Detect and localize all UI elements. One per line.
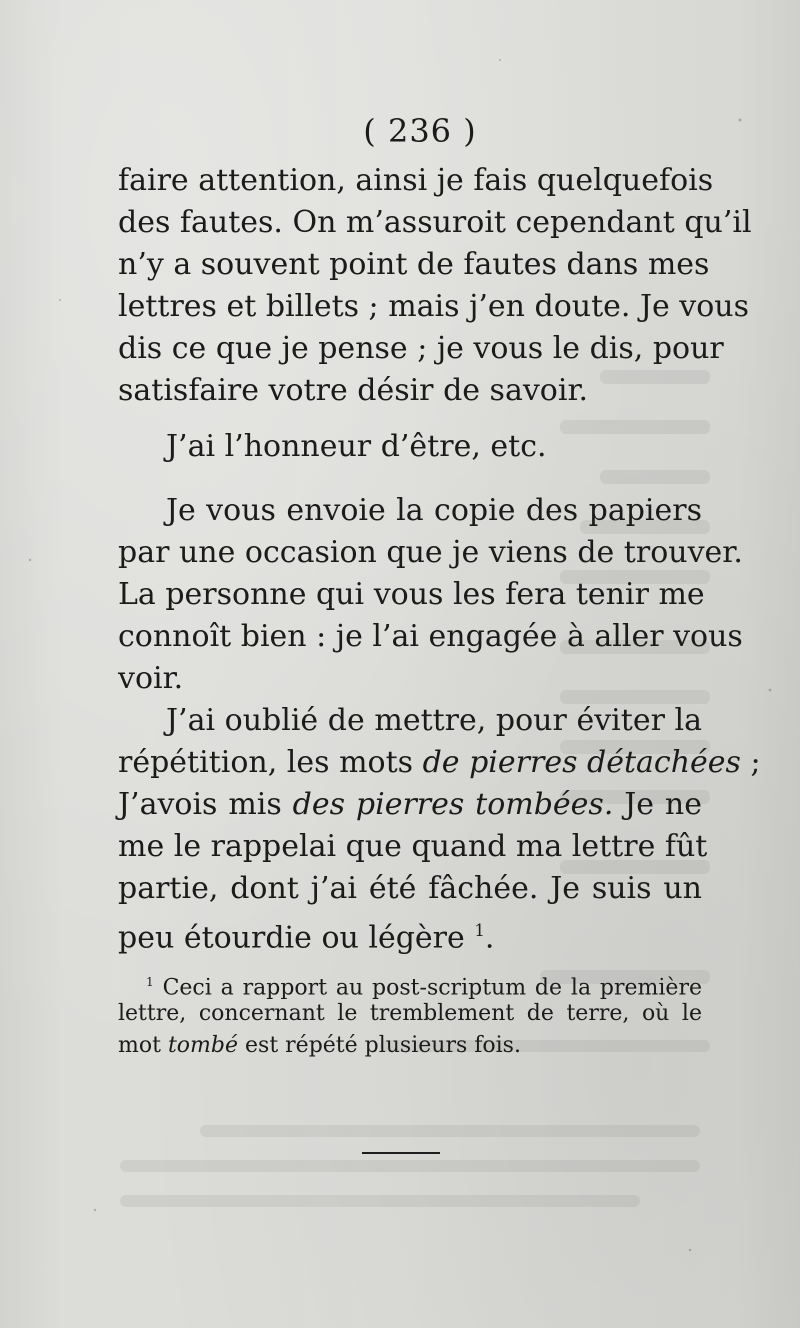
footnote-mark: 1 bbox=[146, 975, 154, 989]
text-span: Ceci a rapport au post-scriptum de la première bbox=[162, 975, 702, 1001]
text-line: J’ai oublié de mettre, pour éviter la bbox=[166, 703, 702, 738]
text-span: est répété plusieurs fois. bbox=[238, 1033, 521, 1058]
footnote-line: lettre, concernant le tremblement de terre, où le bbox=[118, 1001, 702, 1026]
text-line: voir. bbox=[118, 661, 184, 696]
paragraph-1 bbox=[118, 160, 752, 412]
text-line: connoît bien : je l’ai engagée à aller vous bbox=[118, 619, 743, 654]
italic-word: tombé bbox=[167, 1033, 239, 1058]
text-line: me le rappelai que quand ma lettre fût bbox=[118, 829, 708, 864]
footnote-line bbox=[118, 1030, 702, 1062]
text-line: dis ce que je pense ; je vous le dis, pour bbox=[118, 331, 724, 366]
text-line: n’y a souvent point de fautes dans mes bbox=[118, 247, 710, 282]
paragraph-3 bbox=[118, 490, 743, 700]
section-rule bbox=[362, 1152, 440, 1154]
footnote bbox=[118, 966, 702, 1062]
text-line: lettres et billets ; mais j’en doute. Je vous bbox=[118, 289, 750, 324]
closing-formula: J’ai l’honneur d’être, etc. bbox=[166, 429, 547, 464]
footnote-line bbox=[118, 966, 702, 1001]
paragraph-4 bbox=[118, 700, 761, 956]
spacer bbox=[118, 412, 702, 426]
text-span: J’avois mis bbox=[118, 787, 293, 822]
text-line: faire attention, ainsi je fais quelquefois bbox=[118, 163, 714, 198]
body-text bbox=[118, 160, 761, 1062]
text-span: répétition, les mots bbox=[118, 745, 423, 780]
italic-phrase: des pierres tombées. bbox=[292, 787, 614, 822]
text-span: . bbox=[484, 920, 495, 956]
text-line bbox=[118, 742, 761, 784]
text-line: Je vous envoie la copie des papiers bbox=[166, 493, 702, 528]
page-number: ( 236 ) bbox=[363, 112, 477, 150]
italic-phrase: de pierres détachées bbox=[422, 745, 741, 780]
text-span: ; bbox=[740, 745, 761, 780]
text-line: par une occasion que je viens de trouver. bbox=[118, 535, 743, 570]
text-line: La personne qui vous les fera tenir me bbox=[118, 577, 705, 612]
text-span: peu étourdie ou légère bbox=[118, 920, 465, 956]
text-line: partie, dont j’ai été fâchée. Je suis un bbox=[118, 871, 702, 906]
text-line bbox=[118, 910, 702, 956]
text-line: des fautes. On m’assuroit cependant qu’il bbox=[118, 205, 752, 240]
text-span: Je ne bbox=[613, 787, 702, 822]
text-line bbox=[118, 784, 702, 826]
text-line: satisfaire votre désir de savoir. bbox=[118, 373, 589, 408]
spacer bbox=[118, 468, 702, 490]
text-span: mot bbox=[118, 1033, 168, 1058]
footnote-reference: 1 bbox=[474, 921, 485, 940]
